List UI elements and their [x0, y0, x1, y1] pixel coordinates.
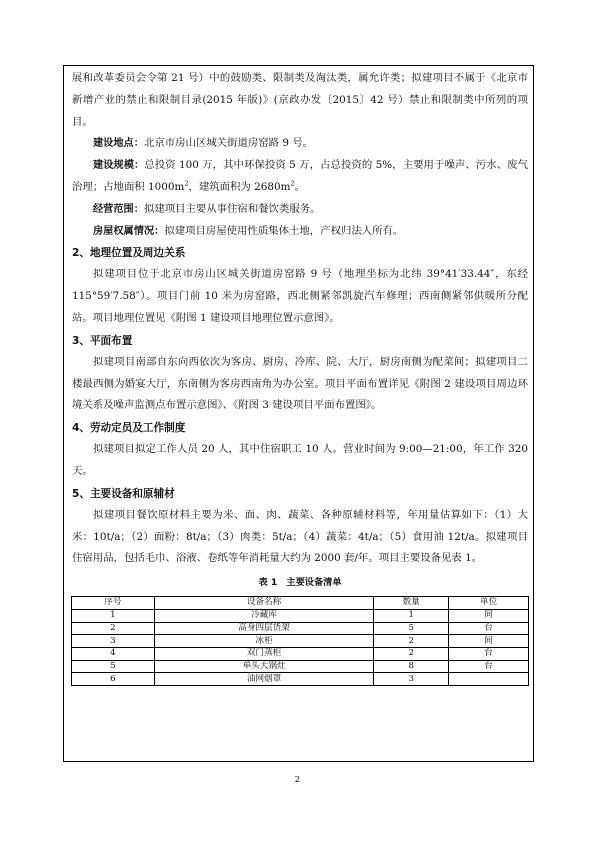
scope-text: 拟建项目主要从事住宿和餐饮类服务。: [143, 202, 321, 215]
cell-name: 冷藏库: [154, 609, 373, 622]
table-row: [72, 673, 529, 686]
ownership-text: 拟建项目房屋使用性质集体土地，产权归法人所有。: [164, 224, 404, 237]
cell-unit: 间: [449, 609, 529, 622]
paragraph-geo-location: 拟建项目位于北京市房山区城关街道房窑路 9 号（地理坐标为北纬 39°41′33.44″，东经 115°59′7.58″）。项目门前 10 米为房窑路，西北侧紧邻凯旋汽车修理；西南侧紧邻供暖所分配站。项目地理位置见《附图 1 建设项目地理位置示意图》。: [72, 268, 528, 324]
section-heading-staffing: 4、劳动定员及工作制度: [72, 422, 186, 435]
paragraph-scope: [72, 199, 528, 221]
cell-quantity: 3: [374, 673, 449, 686]
cell-index: 5: [72, 660, 155, 673]
paragraph-materials: 拟建项目餐饮原材料主要为米、面、肉、蔬菜、各种原辅材料等，年用量估算如下：（1）大米：10t/a；（2）面粉：8t/a；（3）肉类：5t/a；（4）蔬菜：4t/a；（5）食用油 12t/a。拟建项目住宿用品，包括毛巾、浴液、卷纸等年消耗量大约为 2000 套/年。项目主要设备见表 1。: [72, 508, 528, 565]
cell-index: 2: [72, 622, 155, 635]
cell-name: 高身四层货架: [154, 622, 373, 635]
cell-quantity: 5: [374, 622, 449, 635]
location-text: 北京市房山区城关街道房窑路 9 号。: [143, 137, 314, 150]
cell-quantity: 8: [374, 660, 449, 673]
paragraph-location: [72, 133, 528, 155]
scope-label: 经营范围：: [93, 203, 144, 215]
table-header-row: [72, 597, 529, 610]
cell-index: 6: [72, 673, 155, 686]
cell-name: 冰柜: [154, 635, 373, 648]
paragraph-scale: [72, 155, 528, 199]
cell-unit: [449, 673, 529, 686]
page-frame: [63, 65, 534, 762]
header-cell-index: 序号: [72, 597, 155, 610]
table-row: [72, 609, 529, 622]
scale-superscript-2: 2: [290, 179, 295, 188]
paragraph-ownership: [72, 221, 528, 243]
cell-name: 单头大锅灶: [154, 660, 373, 673]
equipment-table: [71, 596, 529, 686]
scale-superscript-1: 2: [184, 179, 189, 188]
cell-unit: 台: [449, 622, 529, 635]
table-row: [72, 622, 529, 635]
scale-text-c: 。: [294, 180, 305, 193]
scale-text-a: 总投资 100 万，其中环保投资 5 万，占总投资的 5%，主要用于噪声、污水、废气治理；占地面积 1000m: [72, 159, 528, 193]
cell-quantity: 2: [374, 635, 449, 648]
scale-text-b: ，建筑面积为 2680m: [188, 180, 291, 193]
cell-name: 油网烟罩: [154, 673, 373, 686]
page-number: 2: [294, 775, 301, 785]
table-row: [72, 660, 529, 673]
section-heading-equipment: 5、主要设备和原辅材: [72, 487, 175, 500]
location-label: 建设地点：: [93, 138, 144, 150]
cell-unit: 间: [449, 635, 529, 648]
ownership-label: 房屋权属情况：: [93, 225, 165, 237]
section-heading-layout: 3、平面布置: [72, 334, 133, 347]
document-body: [72, 68, 528, 686]
header-cell-unit: 单位: [449, 597, 529, 610]
cell-unit: 台: [449, 647, 529, 660]
header-cell-name: 设备名称: [154, 597, 373, 610]
section-heading-location: 2、地理位置及周边关系: [72, 247, 186, 260]
cell-index: 4: [72, 647, 155, 660]
scale-label: 建设规模：: [93, 160, 145, 172]
cell-quantity: 2: [374, 647, 449, 660]
cell-unit: 台: [449, 660, 529, 673]
cell-index: 3: [72, 635, 155, 648]
table-row: [72, 647, 529, 660]
paragraph-industry-policy: 展和改革委员会令第 21 号）中的鼓励类、限制类及淘汰类，属允许类；拟建项目不属于《北京市新增产业的禁止和限制目录(2015 年版)》(京政办发〔2015〕42 号）禁止和限制类中所列的项目。: [72, 72, 528, 128]
cell-index: 1: [72, 609, 155, 622]
header-cell-quantity: 数量: [374, 597, 449, 610]
table-caption: 表 1 主要设备清单: [258, 577, 342, 589]
paragraph-layout: 拟建项目南部自东向西依次为客房、厨房、冷库、院、大厅，厨房南侧为配菜间；拟建项目二楼最西侧为婚宴大厅，东南侧为客房西南角为办公室。项目平面布置详见《附图 2 建设项目周边环境关系及噪声监测点布置示意图》、《附图 3 建设项目平面布置图》。: [72, 355, 528, 412]
paragraph-staffing: 拟建项目拟定工作人员 20 人，其中住宿职工 10 人。营业时间为 9:00—21:00，年工作 320 天。: [72, 443, 528, 477]
cell-name: 双门蒸柜: [154, 647, 373, 660]
table-row: [72, 635, 529, 648]
cell-quantity: 1: [374, 609, 449, 622]
